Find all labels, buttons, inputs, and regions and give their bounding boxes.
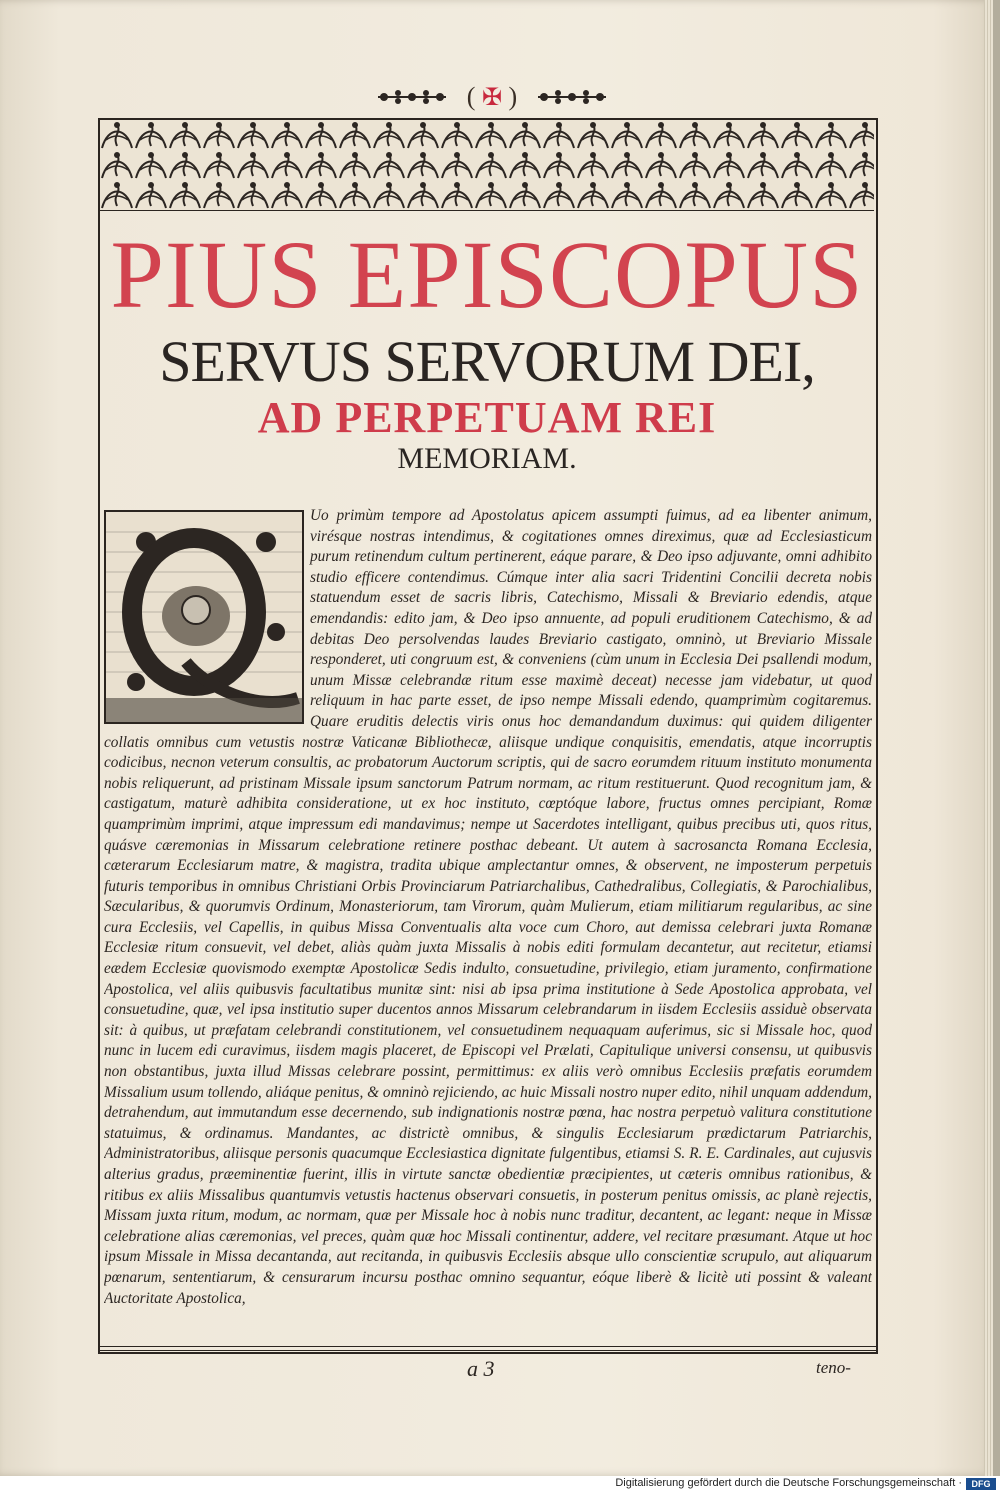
title-block xyxy=(100,220,874,476)
cross-icon: ✠ xyxy=(481,85,503,111)
left-flourish-icon xyxy=(378,87,446,107)
page-edge xyxy=(984,0,993,1476)
dfg-logo-icon: DFG xyxy=(966,1478,996,1490)
title-servus: SERVUS SERVORUM DEI, xyxy=(159,329,815,394)
page-header xyxy=(378,82,606,112)
papal-bull-text xyxy=(104,506,872,1332)
page-marker: ( ✠ ) xyxy=(466,82,518,111)
title-pius-episcopus: PIUS EPISCOPUS xyxy=(110,221,864,328)
catchword: teno- xyxy=(816,1358,851,1377)
right-flourish-icon xyxy=(538,87,606,107)
title-ad-perpetuam: AD PERPETUAM REI xyxy=(257,393,717,442)
title-memoriam: MEMORIAM. xyxy=(397,442,577,475)
initial-space xyxy=(104,506,304,722)
body-paragraph: Uo primùm tempore ad Apostolatus apicem assumpti fuimus, ad ea libenter animum, virésque nostras intendimus, & cogitationes omnes direximus, quæ ad Ecclesiasticum purum retinendum cultum pertinerent, eáque parare, & Deo ipso adjuvante, omni adhibito studio efficere contendimus. Cúmque inter alia sacri Tridentini Concilii decreta nobis statuendum esset de sacris libris, Catechismo, Missali & Breviario edendis, atque emendandis: edito jam, & Deo ipso annuente, ad populi eruditionem Catechismo, & ad debitas Deo persolvendas laudes Breviario castigato, omninò, ut Breviario Missale responderet, uti congruum est, & conveniens (cùm unum in Ecclesia Dei psallendi modum, unum Missæ celebrandæ ritum esse maximè deceat) necesse jam videbatur, ut quod reliquum in hac parte esset, de ipso nempe Missali edendo, quamprimùm cogitaremus. Quare eruditis delectis viris onus hoc demandandum duximus: qui quidem diligenter collatis omnibus cum vetustis nostræ Vaticanæ Bibliothecæ, aliisque undique conquisitis, emendatis, atque incorruptis codicibus, necnon veterum consultis, ac probatorum Auctorum scriptis, qui de sacro eorumdem rituum instituto monumenta nobis reliquerunt, ad pristinam Missale ipsum sanctorum Patrum normam, ac ritum restituerunt. Quod recognitum jam, & castigatum, maturè adhibita consideratione, ut ex hoc instituto, cœptóque labore, fructus omnes percipiant, Romæ quamprimùm imprimi, atque impressum edi mandavimus; nempe ut Sacerdotes intelligant, quibus precibus uti, quos ritus, quásve cæremonias in Missarum celebratione retinere posthac debeant. Ut autem à sacrosancta Romana Ecclesia, cæterarum Ecclesiarum matre, & magistra, tradita ubique amplectantur omnes, & observent, ne imposterum perpetuis futuris temporibus in omnibus Christiani Orbis Provinciarum Patriarchalibus, Cathedralibus, Collegiatis, & Parochialibus, Sæcularibus, & quorumvis Ordinum, Monasteriorum, tam Virorum, quàm Mulierum, etiam militiarum regularibus, ac sine cura Ecclesiis, vel Capellis, in quibus Missa Conventualis alta voce cum Choro, aut demissa celebrari juxta Romanæ Ecclesiæ ritum consuevit, vel debet, aliàs quàm juxta Missalis à nobis editi formulam decantetur, aut recitetur, etiamsi eædem Ecclesiæ quovismodo exemptæ Apostolicæ Sedis indulto, consuetudine, privilegio, etiam juramento, confirmatione Apostolica, vel aliis quibusvis facultatibus munitæ sint: nisi ab ipsa prima institutione à Sede Apostolica approbata, vel consuetudine, quæ, vel ipsa institutio super ducentos annos Missarum celebrandarum in iisdem Ecclesiis assiduè observata sit: à quibus, ut præfatam celebrandi constitutionem, vel consuetudinem nequaquam auferimus, sic si Missale hoc, quod nunc in lucem edi curavimus, iisdem magis placeret, de Episcopi vel Prælati, Capitulique universi consensu, ut quibusvis non obstantibus, juxta illud Missas celebrare possint, permittimus: ex aliis verò omnibus Ecclesiis præfatis eorumdem Missalium usum tollendo, aliáque penitus, & omninò rejiciendo, ac huic Missali nostro nuper edito, nihil unquam addendum, detrahendum, aut immutandum esse decernendo, sub indignationis nostræ pœna, hac nostra perpetuò valitura constitutione statuimus, & ordinamus. Mandantes, ac districtè omnibus, & singulis Ecclesiarum prædictarum Patriarchis, Administratoribus, aliisque personis quacumque Ecclesiastica dignitate fulgentibus, etiamsi S. R. E. Cardinales, aut cujusvis alterius gradus, præeminentiæ fuerint, illis in virtute sanctæ obedientiæ præcipientes, ut cæteris omnibus rationibus, & ritibus ex aliis Missalibus quantumvis vetustis hactenus observari consuetis, in posterum penitus omissis, ac planè rejectis, Missam juxta ritum, modum, ac normam, quæ per Missale hoc à nobis nunc traditur, decantent, ac legant: neque in Missæ celebratione alias cæremonias, vel preces, quàm quæ hoc Missali continentur, addere, vel recitare præsumant. Atque ut hoc ipsum Missale in Missa decantanda, aut recitanda, in quibusvis Ecclesiis absque ullo conscientiæ scrupulo, aut aliquarum pœnarum, sententiarum, & censurarum incursu posthac omnino sequantur, eóque liberè & licitè uti possint & valeant Auctoritate Apostolica, xyxy=(104,507,872,1307)
bottom-rule xyxy=(98,1346,878,1351)
signature-mark: a 3 xyxy=(467,1356,495,1381)
acanthus-border-icon xyxy=(100,120,874,211)
funding-credit: Digitalisierung gefördert durch die Deutsche Forschungsgemeinschaft · xyxy=(615,1477,962,1489)
